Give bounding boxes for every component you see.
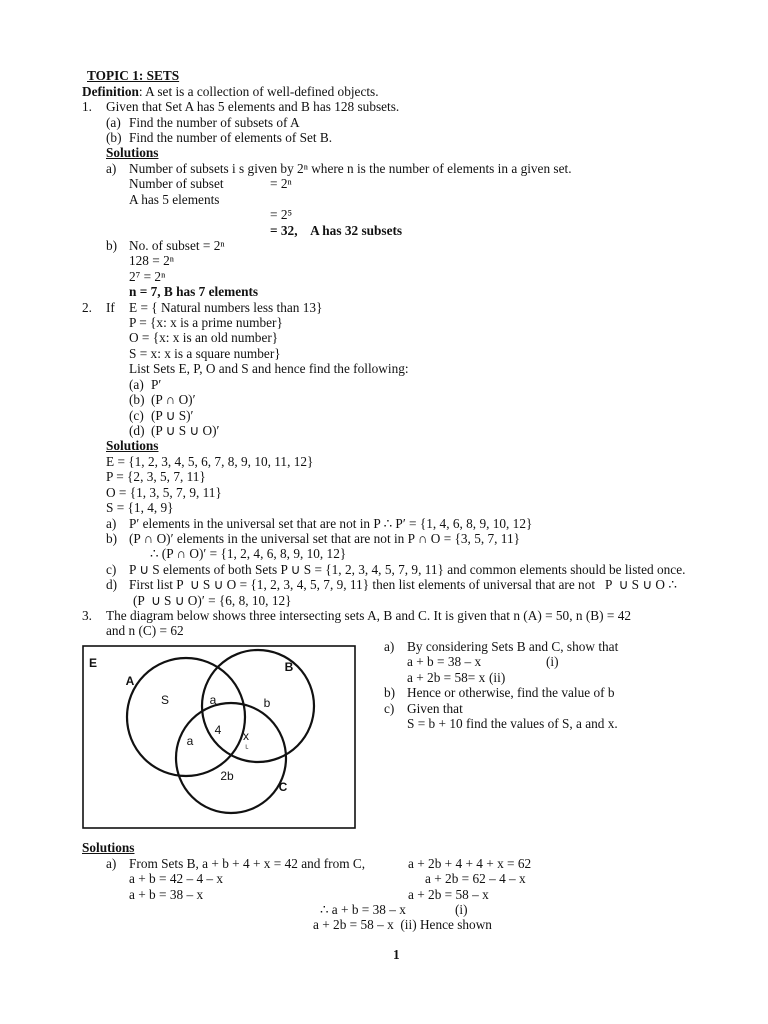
q2-part-text: (P ∪ S ∪ O)′: [151, 423, 220, 438]
q3-stem: The diagram below shows three intersecting sets A, B and C. It is given that n (A) = 50, n (B) = 42: [106, 608, 631, 624]
q1-solutions-heading-line: [0, 145, 768, 160]
venn-region-a-and-b: a: [209, 693, 217, 707]
q1-solution-a-statement: Number of subsets i s given by 2ⁿ where n is the number of elements in a given set.: [129, 160, 572, 176]
definition: [82, 84, 379, 99]
q3-part-text: Hence or otherwise, find the value of b: [407, 685, 615, 701]
q2-answer-label: d): [106, 577, 118, 593]
page-number: 1: [393, 947, 400, 962]
q3-part-label: c): [384, 700, 395, 716]
q3-equation: a + 2b = 58= x: [407, 669, 486, 685]
q2-set-definition: P = {x: x is a prime number}: [129, 315, 283, 331]
q3-solution-line: [0, 856, 768, 871]
q1-part-text: Find the number of subsets of A: [129, 114, 300, 130]
q3-solutions-heading: Solutions: [82, 840, 135, 856]
venn-set-c-label: C: [278, 780, 288, 794]
q3-stem-line: [0, 608, 768, 623]
q2-part-line: [0, 423, 768, 438]
q3-solution-right: a + 2b + 4 + 4 + x = 62: [408, 855, 532, 871]
q3-solution-right: a + 2b = 62 – 4 – x: [425, 871, 526, 887]
q2-set-definition-line: [0, 315, 768, 330]
definition-line: [0, 84, 768, 99]
q2-if-word: If: [106, 299, 115, 315]
q2-part-label: (b): [129, 392, 145, 408]
q3-solution-left: a + b = 38 – x: [129, 886, 204, 902]
q1-solution-b-line: [0, 253, 768, 268]
venn-set-a-label: A: [125, 674, 135, 688]
q1-solution-b-line: [0, 238, 768, 253]
q2-listed-set-line: [0, 500, 768, 515]
q2-part-label: (a): [129, 376, 144, 392]
q2-universal-set: E = { Natural numbers less than 13}: [129, 299, 323, 315]
q1-solutions-heading: Solutions: [106, 145, 159, 161]
q3-solutions-heading-line: [0, 840, 768, 855]
topic-line: [0, 68, 768, 83]
q3-part-continuation: S = b + 10 find the values of S, a and x.: [407, 716, 618, 732]
q3-equation-tag: (i): [546, 654, 559, 670]
venn-region-c-only: 2b: [220, 769, 234, 783]
q3-conclusion-text: ∴ a + b = 38 – x: [320, 901, 406, 917]
q3-conclusion-tag: (i): [455, 901, 468, 917]
q3-solutions-block: [0, 840, 768, 933]
q1-part-line: [0, 130, 768, 145]
q2-listed-set: S = {1, 4, 9}: [106, 500, 174, 516]
q2-solutions-heading: Solutions: [106, 438, 159, 454]
q2-instruction-line: [0, 361, 768, 376]
q1-part-label: (b): [106, 129, 122, 145]
q3-solution-line: [0, 887, 768, 902]
q1-solution-a-label: a): [106, 160, 117, 176]
q2-part-line: [0, 392, 768, 407]
q2-answer-text: P′ elements in the universal set that are not in P ∴ P′ = {1, 4, 6, 8, 9, 10, 12}: [129, 515, 533, 531]
venn-universal-box: [83, 646, 355, 828]
q2-answer-text: (P ∩ O)′ elements in the universal set that are not in P ∩ O = {3, 5, 7, 11}: [129, 530, 520, 546]
q1-solution-a-step: [0, 176, 768, 191]
q2-answer-continuation-line: [0, 593, 768, 608]
q2-answer-continuation: ∴ (P ∩ O)′ = {1, 2, 4, 6, 8, 9, 10, 12}: [150, 546, 347, 562]
topic-title: TOPIC 1: SETS: [87, 68, 180, 84]
q2-answer-label: c): [106, 561, 117, 577]
q2-answer-continuation-line: [0, 546, 768, 561]
main-text-block: [0, 68, 768, 731]
q1-solution-b-step: 128 = 2ⁿ: [129, 253, 174, 269]
venn-universal-label: E: [88, 656, 98, 670]
q2-number: 2.: [82, 299, 92, 315]
q2-answer-continuation: (P ∪ S ∪ O)′ = {6, 8, 10, 12}: [133, 592, 292, 608]
q2-answer-label: b): [106, 530, 118, 546]
definition-label: Definition: [82, 83, 139, 99]
q1-stem: Given that Set A has 5 elements and B has 128 subsets.: [106, 99, 400, 115]
q3-part-label: b): [384, 685, 396, 701]
venn-region-b-and-c: x: [243, 729, 249, 743]
q2-part-text: (P ∩ O)′: [151, 392, 196, 408]
q1-solution-a-step: [0, 192, 768, 207]
q2-answer-line: [0, 577, 768, 592]
venn-region-mark: ᴸ: [245, 743, 249, 753]
q3-solution-left: a + b = 42 – 4 – x: [129, 871, 224, 887]
q2-listed-set: O = {1, 3, 5, 7, 9, 11}: [106, 484, 222, 500]
q3-part-text: By considering Sets B and C, show that: [407, 638, 619, 654]
q2-part-label: (c): [129, 407, 144, 423]
q2-part-line: [0, 408, 768, 423]
venn-set-b-label: B: [284, 660, 294, 674]
q1-solution-b-step: 2⁷ = 2ⁿ: [129, 268, 166, 284]
q2-stem-line: [0, 300, 768, 315]
q3-part-label: a): [384, 638, 395, 654]
q3-stem-line: [0, 623, 768, 638]
q2-listed-set: P = {2, 3, 5, 7, 11}: [106, 469, 206, 485]
q3-stem-continuation: and n (C) = 62: [106, 623, 184, 639]
definition-text: : A set is a collection of well-defined objects.: [138, 83, 379, 99]
q1-step-left: A has 5 elements: [129, 191, 220, 207]
q2-set-definition: S = x: x is a square number}: [129, 345, 281, 361]
q3-solution-label: a): [106, 855, 117, 871]
q1-solution-a-line: [0, 161, 768, 176]
venn-diagram: [82, 645, 356, 829]
q3-conclusion-line: [0, 917, 768, 932]
venn-region-centre: 4: [214, 723, 222, 737]
q2-set-definition: O = {x: x is an old number}: [129, 330, 279, 346]
q3-solution-right: a + 2b = 58 – x: [408, 886, 489, 902]
q3-equation: a + b = 38 – x: [407, 654, 482, 670]
q1-solution-b-line: [0, 269, 768, 284]
q2-answer-line: [0, 516, 768, 531]
q2-answer-label: a): [106, 515, 117, 531]
venn-region-a-and-c: a: [186, 734, 194, 748]
q1-solution-b-label: b): [106, 237, 118, 253]
venn-circle-a: [127, 658, 245, 776]
venn-circle-b: [202, 650, 314, 762]
q2-answer-text: P ∪ S elements of both Sets P ∪ S = {1, 2, 3, 4, 5, 7, 9, 11} and common elements should be listed once.: [129, 561, 686, 577]
q2-part-text: P′: [151, 376, 162, 392]
venn-region-a-only: S: [160, 693, 170, 707]
q3-conclusion-text: a + 2b = 58 – x (ii) Hence shown: [313, 917, 492, 933]
q3-part-text: Given that: [407, 700, 463, 716]
q2-set-definition-line: [0, 346, 768, 361]
q2-set-definition-line: [0, 330, 768, 345]
q3-number: 3.: [82, 608, 92, 624]
q2-answer-text: First list P ∪ S ∪ O = {1, 2, 3, 4, 5, 7, 9, 11} then list elements of universal that are not P ∪ S ∪ O ∴: [129, 577, 677, 593]
q2-listed-set-line: [0, 469, 768, 484]
q2-listed-set: E = {1, 2, 3, 4, 5, 6, 7, 8, 9, 10, 11, 12}: [106, 453, 314, 469]
q2-part-line: [0, 377, 768, 392]
q3-solution-left: From Sets B, a + b + 4 + x = 42 and from C,: [129, 855, 366, 871]
q2-instruction: List Sets E, P, O and S and hence find the following:: [129, 361, 409, 377]
q1-step-left: Number of subset: [129, 176, 224, 192]
q1-number: 1.: [82, 99, 92, 115]
q3-solution-line: [0, 871, 768, 886]
q1-solution-a-answer-line: [0, 223, 768, 238]
q1-solution-b-answer-line: [0, 284, 768, 299]
q1-step-right: = 2ⁿ: [270, 176, 292, 192]
q1-stem-line: [0, 99, 768, 114]
q1-part-text: Find the number of elements of Set B.: [129, 129, 333, 145]
q2-listed-set-line: [0, 454, 768, 469]
q2-answer-line: [0, 531, 768, 546]
q1-part-line: [0, 115, 768, 130]
venn-circle-c: [176, 703, 286, 813]
q3-equation-tag: (ii): [489, 669, 506, 685]
q3-conclusion-line: [0, 902, 768, 917]
q1-step-right: = 2⁵: [270, 207, 293, 223]
q2-part-label: (d): [129, 423, 145, 438]
q1-solution-b-answer: n = 7, B has 7 elements: [129, 284, 259, 300]
q1-solution-b-step: No. of subset = 2ⁿ: [129, 237, 225, 253]
q1-solution-a-step: [0, 207, 768, 222]
q2-solutions-heading-line: [0, 438, 768, 453]
venn-region-b-only: b: [263, 696, 271, 710]
q1-part-label: (a): [106, 114, 121, 130]
q2-answer-line: [0, 562, 768, 577]
q1-solution-a-answer: = 32, A has 32 subsets: [270, 222, 403, 238]
q2-part-text: (P ∪ S)′: [151, 407, 194, 423]
q2-listed-set-line: [0, 485, 768, 500]
